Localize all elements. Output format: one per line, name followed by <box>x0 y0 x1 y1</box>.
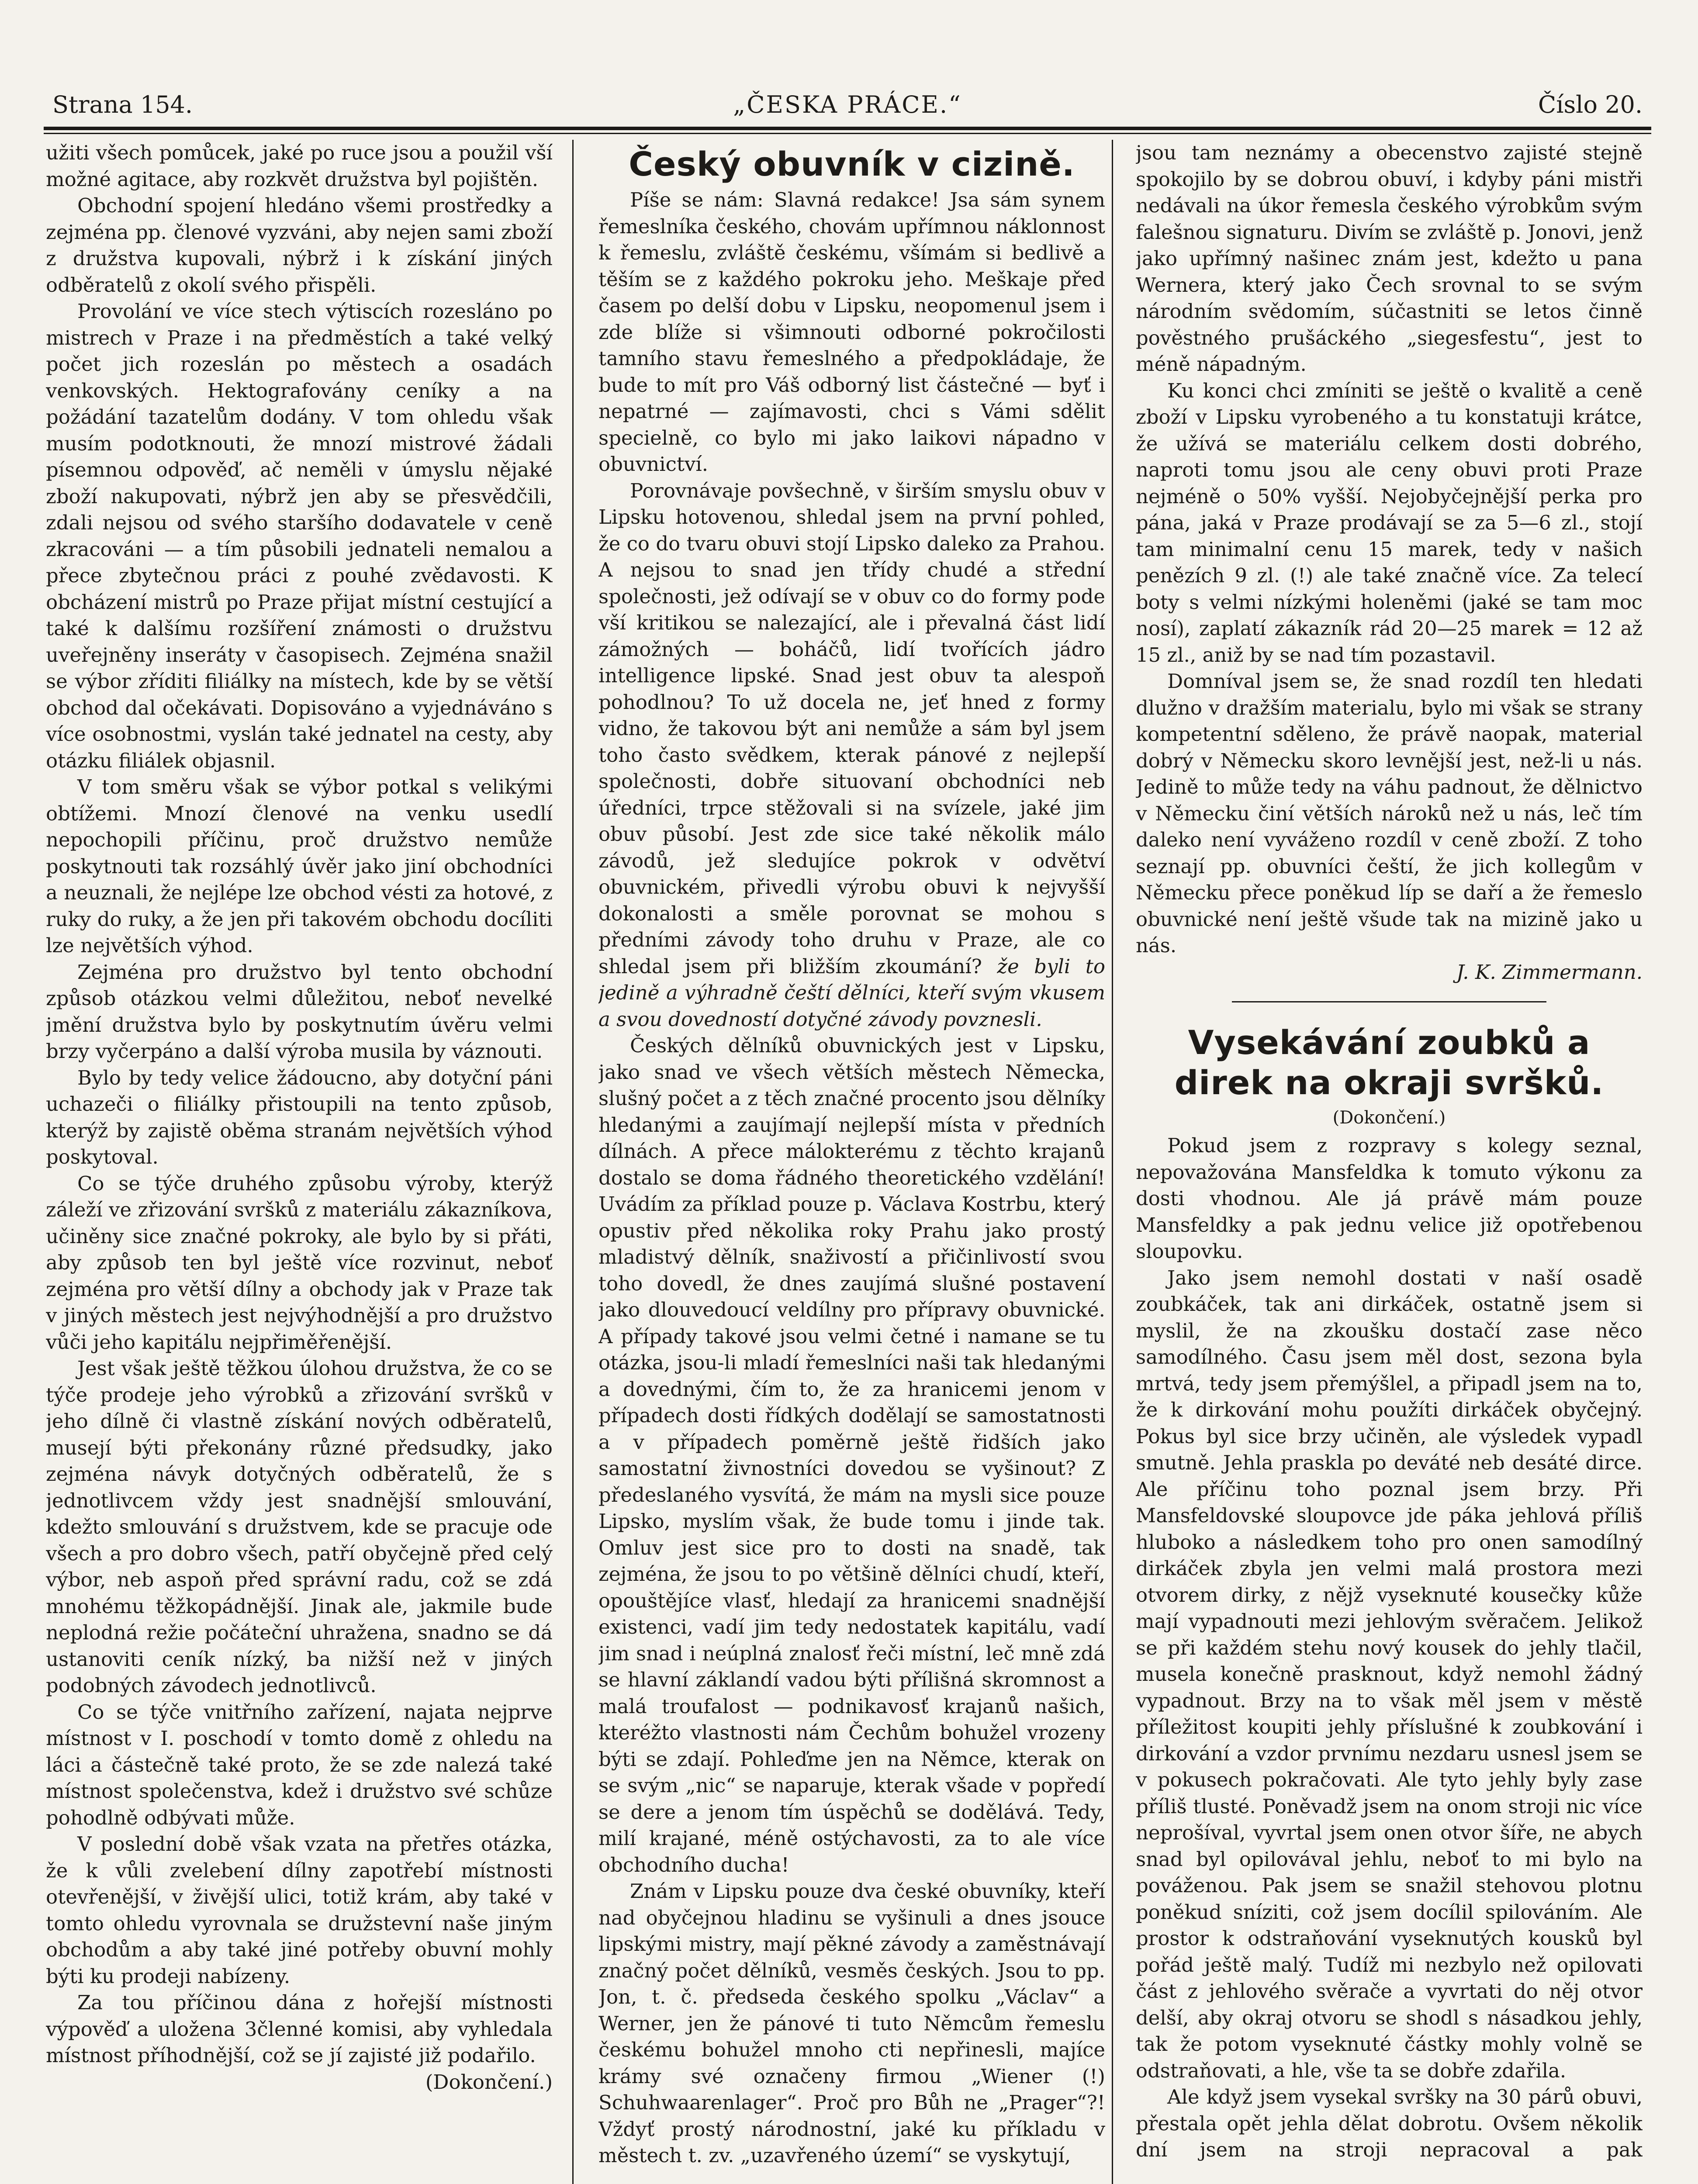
paragraph: Píše se nám: Slavná redakce! Jsa sám synem řemeslníka českého, chovám upřímnou náklonnost k řemeslu, zvláště českému, všímám si bedlivě a těším se z každého pokroku jeho. Meškaje před časem po delší dobu v Lipsku, neopomenul jsem i zde blíže si všimnouti odborné pokročilosti tamního stavu řemeslného a předpokládaje, že bude to mít pro Váš odborný list částečné — byť i nepatrné — zajímavosti, chci s Vámi sdělit specielně, co bylo mi jako laikovi nápadno v obuvnictví. <box>598 188 1105 476</box>
journal-title: „ČESKA PRÁCE.“ <box>733 91 962 118</box>
column-divider-2 <box>1112 140 1113 2184</box>
paragraph: Pokud jsem z rozpravy s kolegy seznal, nepovažována Mansfeldka k tomuto výkonu za dosti vhodnou. Ale já právě mám pouze Mansfeldky a pak jednu velice již opotřebenou sloupovku. <box>1136 1134 1643 1263</box>
issue-number: Číslo 20. <box>1538 91 1643 118</box>
paragraph: Ku konci chci zmíniti se ještě o kvalitě a ceně zboží v Lipsku vyrobeného a tu konstatuji krátce, že užívá se materiálu celkem dosti dobrého, naproti tomu jsou ale ceny obuvi proti Praze nejméně o 50% vyšší. Nejobyčejnější perka pro pána, jaká v Praze prodávají se za 5—6 zl., stojí tam minimalní cenu 15 marek, tedy v našich penězích 9 zl. (!) ale také značně více. Za telecí boty s velmi nízkými holeněmi (jaké se tam moc nosí), zaplatí zákazník rád 20—25 marek = 12 až 15 zl., aniž by se nad tím pozastavil. <box>1136 379 1643 667</box>
column-divider-1 <box>572 140 574 2184</box>
paragraph: V poslední době však vzata na přetřes otázka, že k vůli zvelebení dílny zapotřebí místnosti otevřenější, v živější ulici, totiž krám, aby také v tomto ohledu vyrovnala se družstevní naše jiným obchodům a aby také jiné potřeby obuvní mohly býti ku prodeji nabízeny. <box>46 1832 553 1988</box>
emphasis-text: že byli to jedině a výhradně čeští dělníci, kteří svým vkusem a svou dovedností dotyčné závody povznesli. <box>598 954 1105 1031</box>
paragraph: Jako jsem nemohl dostati v naší osadě zoubkáček, tak ani dirkáček, ostatně jsem si myslil, že na zkoušku dostačí zase něco samodílného. Času jsem měl dost, sezona byla mrtvá, tedy jsem přemýšlel, a připadl jsem na to, že k dirkování mohu použíti dirkáček obyčejný. Pokus byl sice brzy učiněn, ale výsledek vypadl smutně. Jehla praskla po deváté neb desáté dirce. Ale příčinu toho poznal jsem brzy. Při Mansfeldovské sloupovce jde páka jehlová příliš hluboko a následkem toho pro onen samodílný dirkáček zbyla jen velmi malá prostora mezi otvorem dirky, z nějž vyseknuté kousečky kůže mají vypadnouti mezi jehlovým svěračem. Jelikož se při každém stehu nový kousek do jehly tlačil, musela konečně prasknout, když nemohl žádný vypadnout. Brzy na to však měl jsem v městě příležitost koupiti jehly příslušné k zoubkování i dirkování a vzdor prvnímu nezdaru usnesl jsem se v pokusech pokračovati. Ale tyto jehly byly zase příliš tlusté. Poněvadž jsem na onom stroji nic více neprošíval, vyvrtal jsem onen otvor šíře, ne abych snad byl opilovával jehlu, neboť to mi bylo na pováženou. Pak jsem se snažil stehovou plotnu poněkud sníziti, což jsem docílil spilováním. Ale prostor k odstraňování vyseknutých kousků byl pořád ještě malý. Tudíž mi nezbylo než opilovati část z jehlového svěrače a vyvrtati do něj otvor delší, aby okraj otvoru se shodl s násadkou jehly, tak že potom vyseknuté částky mohly volně se odstraňovati, a hle, vše ta se dobře zdařila. <box>1136 1266 1643 2082</box>
article-title-shoemaker: Český obuvník v cizině. <box>629 145 1075 183</box>
paragraph: Ale když jsem vysekal svršky na 30 párů obuvi, přestala opět jehla dělat dobrotu. Ovšem několik dní jsem na stroji nepracoval a pak <box>1136 2085 1643 2161</box>
paragraph: Co se týče druhého způsobu výroby, kterýž záleží ve zřizování svršků z materiálu zákazníkova, učiněny sice značné pokroky, ale bylo by si přáti, aby způsob ten byl ještě více rozvinut, neboť zejména pro větší dílny a obchody jak v Praze tak v jiných městech jest nejvýhodnější a pro družstvo vůči jeho kapitálu nejpřiměřenější. <box>46 1171 553 1354</box>
paragraph: Co se týče vnitřního zařízení, najata nejprve místnost v I. poschodí v tomto domě z ohledu na láci a částečně také proto, že se zde nalezá také místnost společenstva, kdež i družstvo své schůze pohodlně odbývati může. <box>46 1700 553 1829</box>
article-title-punching: Vysekávání zoubků a direk na okraji svršků. <box>1174 1023 1604 1102</box>
paragraph: Obchodní spojení hledáno všemi prostředky a zejména pp. členové vyzváni, aby nejen sami zboží z družstva kupovali, nýbrž i k získání jiných odběratelů z okolí svého přispěli. <box>46 194 553 297</box>
paragraph: užiti všech pomůcek, jaké po ruce jsou a použil vší možné agitace, aby rozkvět družstva byl pojištěn. <box>46 141 553 191</box>
article-subtitle: (Dokončení.) <box>1332 1108 1446 1128</box>
paragraph: Jest však ještě těžkou úlohou družstva, že co se týče prodeje jeho výrobků a zřizování svršků v jeho dílně či vlastně získání nových odběratelů, musejí býti překonány různé předsudky, jako zejména návyk dotyčných odběratelů, že s jednotlivcem vždy jest snadnější smlouvání, kdežto smlouvání s družstvem, kde se pracuje ode všech a pro dobro všech, patří obyčejně před celý výbor, neb aspoň před správní radu, což se zdá mnohému těžkopádnější. Jinak ale, jakmile bude neplodná režie počáteční uhražena, snadno se dá ustanoviti ceník nízký, ba nižší než v jiných podobných závodech jednotlivců. <box>46 1357 553 1697</box>
continued-note: (Dokončení.) <box>425 2070 553 2094</box>
column-right <box>1136 140 1643 2184</box>
paragraph: Domníval jsem se, že snad rozdíl ten hledati dlužno v dražším materialu, bylo mi však se strany kompetentní sděleno, že právě naopak, material dobrý v Německu skoro levnější jest, než-li u nás. Jedině to může tedy na váhu padnout, že dělnictvo v Německu činí větších nároků než u nás, leč tím daleko není vyváženo rozdíl v ceně zboží. Z toho seznají pp. obuvníci čeští, že jich kollegům v Německu přece poněkud líp se daří a že řemeslo obuvnické není ještě všude tak na mizině jako u nás. <box>1136 670 1643 957</box>
paragraph: Českých dělníků obuvnických jest v Lipsku, jako snad ve všech větších městech Německa, slušný počet a z těch značné procento jsou dělníky hledanými a zaujímají nejlepší místa v předních dílnách. A přece málokterému z těchto krajanů dostalo se doma řádného theoretického vzdělání! Uvádím za příklad pouze p. Václava Kostrbu, který opustiv před několika roky Prahu jako prostý mladistvý dělník, snaživostí a přičinlivostí svou toho dovedl, že dnes zaujímá slušné postavení jako dlouvedoucí veldílny pro přípravy obuvnické. A případy takové jsou velmi četné i namane se tu otázka, jsou-li mladí řemeslníci naši tak hledanými a dovednými, čím to, že za hranicemi jenom v případech dosti řídkých dodělají se samostatnosti a v případech poměrně ještě řidších jako samostatní živnostníci dovedou se vyšinout? Z předeslaného vysvítá, že mám na mysli sice pouze Lipsko, myslím však, že bude tomu i jinde tak. Omluv jest sice pro to dosti na snadě, tak zejména, že jsou to po většině dělníci chudí, kteří, opouštějíce vlasť, hledají za hranicemi snadnější existenci, vadí jim tedy nedostatek kapitálu, vadí jim snad i neúplná znalosť řeči místní, leč mně zdá se hlavní záklandí vadou býti přílišná skromnost a malá troufalost — podnikavosť krajanů našich, kteréžto vlastnosti nám Čechům bohužel vrozeny býti se zdají. Pohleďme jen na Němce, kterak on se svým „nic“ se naparuje, kterak všade v popředí se dere a jenom tím úspěchů se dodělává. Tedy, milí krajané, méně ostýchavosti, za to ale více obchodního ducha! <box>598 1034 1105 1876</box>
paragraph-text: Porovnávaje povšechně, v širším smyslu obuv v Lipsku hotovenou, shledal jsem na první pohled, že co do tvaru obuvi stojí Lipsko daleko za Prahou. A nejsou to snad jen třídy chudé a střední společnosti, jež odívají se v obuv co do formy pode vší kritikou se nalezající, ale i převalná část lidí zámožných — boháčů, lidí tvořících jádro intelligence lipské. Snad jest obuv ta alespoň pohodlnou? To už docela ne, jeť hned z formy vidno, že takovou být ani nemůže a sám byl jsem toho často svědkem, kterak pánové z nejlepší společnosti, dobře situovaní obchodníci neb úředníci, trpce stěžovali si na svízele, jaké jim obuv působí. Jest zde sice také několik málo závodů, jež sledujíce pokrok v odvětví obuvnickém, přivedli výrobu obuvi k nejvyšší dokonalosti a směle porovnat se mohou s předními závody toho druhu v Praze, ale co shledal jsem při bližším zkoumání? <box>598 479 1105 978</box>
article-separator <box>1232 1001 1546 1002</box>
page-number: Strana 154. <box>52 91 193 118</box>
paragraph: Bylo by tedy velice žádoucno, aby dotyční páni uchazeči o filiálky přistoupili na tento způsob, kterýž by zajistě oběma stranám největších výhod poskytoval. <box>46 1066 553 1168</box>
header-rule-thick <box>44 127 1651 130</box>
paragraph: Zejména pro družstvo byl tento obchodní způsob otázkou velmi důležitou, neboť nevelké jmění družstva bylo by poskytnutím úvěru velmi brzy vyčerpáno a další výroba musila by váznouti. <box>46 960 553 1063</box>
column-middle <box>598 140 1105 2184</box>
running-header <box>52 85 1643 124</box>
paragraph: jsou tam neznámy a obecenstvo zajisté stejně spokojilo by se dobrou obuví, i kdyby páni mistři nedávali na úkor řemesla českého výrobkům svým falešnou signaturu. Divím se zvláště p. Jonovi, jenž jako upřímný našinec znám jest, kdežto u pana Wernera, který jako Čech srovnal to se svým národním svědomím, súčastniti se letos činně pověstného prušáckého „siegesfestu“, jest to méně nápadným. <box>1136 141 1643 376</box>
author-signature: J. K. Zimmermann. <box>1456 960 1643 984</box>
header-rule-thin <box>44 133 1651 134</box>
paragraph: Provolání ve více stech výtiscích rozesláno po mistrech v Praze i na předměstích a také velký počet jich rozeslán po městech a osadách venkovských. Hektografovány ceníky a na požádání tazatelům dodány. V tom ohledu však musím podotknouti, že mnozí mistrové žádali písemnou odpověď, ač neměli v úmyslu nějaké zboží nakupovati, nýbrž jen aby se přesvědčili, zdali nejsou od svého staršího dodavatele v ceně zkracováni — a tím působili jednateli nemalou a přece zbytečnou práci z pouhé zvědavosti. K obcházení mistrů po Praze přijat místní cestující a také k dalšímu rozšíření známosti o družstvu uveřejněny inseráty v časopisech. Zejména snažil se výbor zříditi filiálky na místech, kde by se větší obchod dal očekávati. Dopisováno a vyjednáváno s více osobnostmi, vyslán také jednatel na cesty, aby otázku filiálek objasnil. <box>46 300 553 772</box>
paragraph: V tom směru však se výbor potkal s velikými obtížemi. Mnozí členové na venku usedlí nepochopili příčinu, proč družstvo nemůže poskytnouti tak rozsáhlý úvěr jako jiní obchodníci a neuznali, že nejlépe lze obchod vésti za hotové, z ruky do ruky, a že jen při takovém obchodu docíliti lze největších výhod. <box>46 775 553 957</box>
paragraph <box>598 478 1105 1033</box>
paragraph: Za tou příčinou dána z hořejší místnosti výpověď a uložena 3členné komisi, aby vyhledala místnost příhodnější, což se jí zajisté již podařilo. <box>46 1991 553 2067</box>
column-left <box>46 140 553 2184</box>
paragraph: Znám v Lipsku pouze dva české obuvníky, kteří nad obyčejnou hladinu se vyšinuli a dnes jsouce lipskými mistry, mají pěkné závody a zaměstnávají značný počet dělníků, vesměs českých. Jsou to pp. Jon, t. č. předseda českého spolku „Václav“ a Werner, jen že pánové ti tuto Němcům řemeslu českému bohužel mnoho cti nepřinesli, majíce krámy své označeny firmou „Wiener (!) Schuhwaarenlager“. Proč pro Bůh ne „Prager“?! Vždyť prostý národnostní, jaké ku příkladu v městech t. zv. „uzavřeného území“ se vyskytují, <box>598 1880 1105 2167</box>
